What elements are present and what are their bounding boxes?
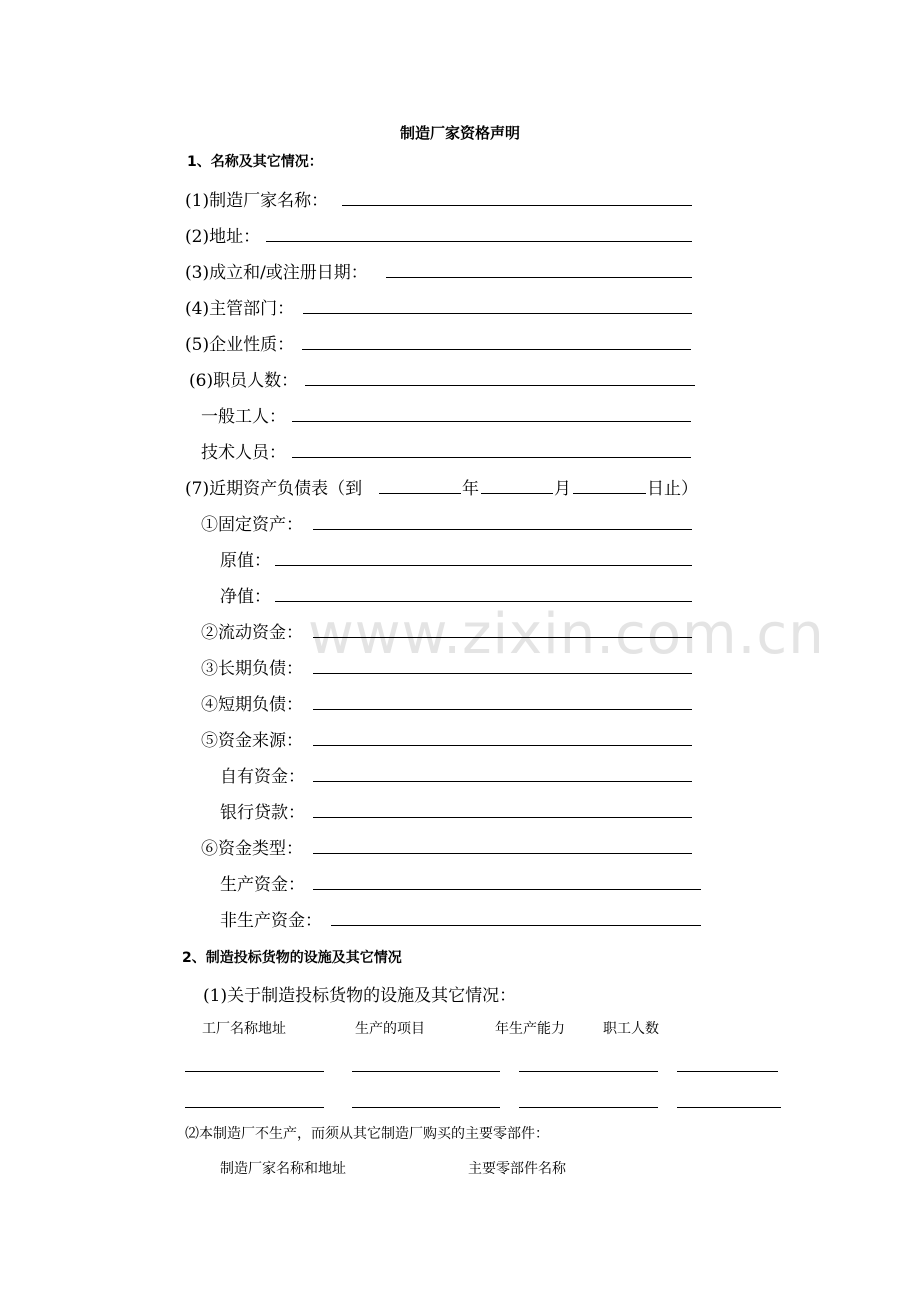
non-production-capital-field[interactable]: [331, 925, 701, 926]
year-label: 年: [462, 479, 479, 499]
bank-loan-label: 银行贷款：: [220, 803, 305, 823]
fixed-assets-field[interactable]: [313, 529, 692, 530]
document-title: 制造厂家资格声明: [399, 124, 520, 142]
col-header-annual-capacity: 年生产能力: [495, 1021, 565, 1037]
short-term-debt-label: ④短期负债：: [201, 695, 303, 715]
table-cell-employees-2[interactable]: [677, 1107, 781, 1108]
short-term-debt-field[interactable]: [313, 709, 692, 710]
capital-source-field[interactable]: [313, 745, 692, 746]
established-date-label: (3)成立和/或注册日期：: [185, 263, 368, 283]
manufacturer-name-field[interactable]: [342, 205, 692, 206]
workers-label: 一般工人：: [201, 407, 286, 427]
col-header-factory-address: 工厂名称地址: [202, 1021, 286, 1037]
address-label: (2)地址：: [185, 227, 261, 247]
original-value-label: 原值：: [220, 551, 271, 571]
table-cell-factory-1[interactable]: [185, 1071, 324, 1072]
authority-label: (4)主管部门：: [185, 299, 295, 319]
own-capital-field[interactable]: [313, 781, 692, 782]
long-term-debt-label: ③长期负债：: [201, 659, 303, 679]
production-capital-label: 生产资金：: [220, 875, 305, 895]
balance-year-field[interactable]: [379, 493, 461, 494]
current-capital-label: ②流动资金：: [201, 623, 303, 643]
purchased-parts-subheading: ⑵本制造厂不生产，而须从其它制造厂购买的主要零部件：: [185, 1126, 549, 1142]
balance-day-field[interactable]: [573, 493, 646, 494]
manufacturer-name-label: (1)制造厂家名称：: [185, 191, 329, 211]
col-header-employee-count: 职工人数: [603, 1021, 659, 1037]
balance-month-field[interactable]: [481, 493, 553, 494]
table-cell-products-2[interactable]: [352, 1107, 500, 1108]
watermark: www.zixin.com.cn: [308, 602, 825, 667]
col-header-products: 生产的项目: [355, 1021, 425, 1037]
address-field[interactable]: [266, 241, 692, 242]
non-production-capital-label: 非生产资金：: [220, 911, 322, 931]
table-cell-capacity-1[interactable]: [519, 1071, 658, 1072]
balance-sheet-label: (7)近期资产负债表（到: [185, 479, 363, 499]
staff-count-field[interactable]: [305, 385, 695, 386]
col-header-manufacturer-name-address: 制造厂家名称和地址: [220, 1161, 346, 1177]
bank-loan-field[interactable]: [313, 817, 692, 818]
enterprise-nature-field[interactable]: [302, 349, 691, 350]
facilities-subheading: (1)关于制造投标货物的设施及其它情况：: [203, 986, 517, 1006]
current-capital-field[interactable]: [313, 637, 692, 638]
production-capital-field[interactable]: [313, 889, 701, 890]
net-value-label: 净值：: [220, 587, 271, 607]
technicians-field[interactable]: [292, 457, 691, 458]
staff-count-label: (6)职员人数：: [189, 371, 299, 391]
section-1-heading: 1、名称及其它情况：: [187, 154, 323, 170]
section-2-heading: 2、制造投标货物的设施及其它情况: [182, 950, 402, 966]
fixed-assets-label: ①固定资产：: [201, 515, 303, 535]
net-value-field[interactable]: [275, 601, 692, 602]
long-term-debt-field[interactable]: [313, 673, 692, 674]
col-header-main-parts-name: 主要零部件名称: [468, 1161, 566, 1177]
table-cell-employees-1[interactable]: [677, 1071, 778, 1072]
enterprise-nature-label: (5)企业性质：: [185, 335, 295, 355]
authority-field[interactable]: [303, 313, 692, 314]
day-end-label: 日止）: [647, 479, 698, 499]
table-cell-factory-2[interactable]: [185, 1107, 324, 1108]
capital-source-label: ⑤资金来源：: [201, 731, 303, 751]
own-capital-label: 自有资金：: [220, 767, 305, 787]
capital-type-field[interactable]: [313, 853, 692, 854]
original-value-field[interactable]: [275, 565, 692, 566]
technicians-label: 技术人员：: [201, 443, 286, 463]
table-cell-capacity-2[interactable]: [519, 1107, 658, 1108]
workers-field[interactable]: [292, 421, 691, 422]
capital-type-label: ⑥资金类型：: [201, 839, 303, 859]
established-date-field[interactable]: [386, 277, 692, 278]
table-cell-products-1[interactable]: [352, 1071, 500, 1072]
month-label: 月: [554, 479, 571, 499]
